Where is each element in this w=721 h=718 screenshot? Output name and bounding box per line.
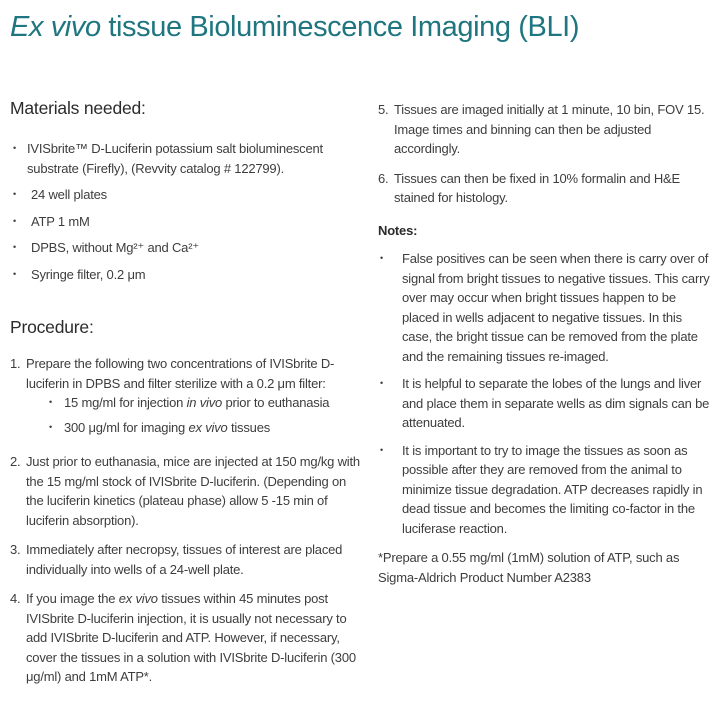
sub-bullet-text: 300 μg/ml for imaging ex vivo tissues <box>64 419 271 435</box>
sub-bullet-text: 15 mg/ml for injection in vivo prior to euthanasia <box>64 395 330 410</box>
notes-heading: Notes: <box>378 222 418 238</box>
bullet-icon: • <box>380 444 383 455</box>
procedure-list <box>10 354 360 687</box>
procedure-step-3 <box>10 540 360 579</box>
procedure-step-1 <box>10 354 360 442</box>
sub-bullet-item <box>26 393 360 413</box>
list-item <box>10 238 360 258</box>
list-item-text: Syringe filter, 0.2 μm <box>31 266 146 282</box>
bullet-icon: • <box>13 268 16 279</box>
note-text: It is helpful to separate the lobes of the lungs and liver and place them in separate wells as dim signals can be attenuated. <box>402 376 710 430</box>
procedure-step-4 <box>10 589 360 687</box>
title-italic-part: Ex vivo <box>10 11 101 43</box>
list-item <box>10 265 360 285</box>
note-item <box>378 374 713 433</box>
step-text: Tissues can then be fixed in 10% formalin and H&E stained for histology. <box>394 170 680 205</box>
list-item-text: IVISbrite™ D-Luciferin potassium salt bioluminescent substrate (Firefly), (Revvity catalog # 122799). <box>27 141 323 176</box>
step-number: 5. <box>378 102 389 117</box>
materials-heading: Materials needed: <box>10 98 146 118</box>
step-number: 1. <box>10 356 21 371</box>
note-item <box>378 249 713 366</box>
document-page <box>0 9 721 718</box>
list-item-text: DPBS, without Mg²⁺ and Ca²⁺ <box>31 240 199 255</box>
note-text: It is important to try to image the tissues as soon as possible after they are removed from the animal to minimize tissue degradation. ATP decreases rapidly in dead tissue and becomes the limiting co-factor in the luciferase reaction. <box>402 442 703 536</box>
list-item <box>10 185 360 205</box>
notes-list <box>378 249 713 538</box>
step-text-body: Prepare the following two concentrations of IVISbrite D-luciferin in DPBS and filter sterilize with a 0.2 μm filter: <box>26 356 335 391</box>
list-item-text: ATP 1 mM <box>31 213 90 229</box>
bullet-icon: • <box>13 189 16 199</box>
materials-list <box>10 139 360 284</box>
bullet-icon: • <box>380 253 383 263</box>
note-text: False positives can be seen when there is carry over of signal from bright tissues to negative tissues. This carry over may occur when bright tissues happen to be placed in wells adjacent to negative tissues. In this case, the bright tissue can be removed from the plate and the remaining tissues re-imaged. <box>402 251 710 364</box>
note-item <box>378 441 713 539</box>
list-item-text: 24 well plates <box>31 187 107 202</box>
bullet-icon: • <box>13 143 16 153</box>
procedure-step-5 <box>378 100 713 159</box>
sub-bullet-item <box>26 418 360 438</box>
procedure-step-6 <box>378 169 713 208</box>
list-item <box>10 139 360 178</box>
bullet-icon: • <box>49 397 52 407</box>
step-text: Tissues are imaged initially at 1 minute, 10 bin, FOV 15. Image times and binning can then be adjusted accordingly. <box>394 102 705 156</box>
step-number: 2. <box>10 454 21 469</box>
procedure-step-2 <box>10 452 360 530</box>
step-text: If you image the ex vivo tissues within 45 minutes post IVISbrite D-luciferin injection, it is usually not necessary to add IVISbrite D-luciferin and ATP. However, if necessary, cover the tissues in a solution with IVISbrite D-luciferin (300 μg/ml) and 1mM ATP*. <box>26 591 356 684</box>
step-text: Just prior to euthanasia, mice are injected at 150 mg/kg with the 15 mg/ml stock of IVISbrite D-luciferin. (Depending on the luciferin kinetics (plateau phase) allow 5 -15 min of luciferin absorption). <box>26 454 360 528</box>
atp-footnote: *Prepare a 0.55 mg/ml (1mM) solution of ATP, such as Sigma-Aldrich Product Number A2383 <box>378 550 680 585</box>
bullet-icon: • <box>13 242 16 252</box>
step-text: Immediately after necropsy, tissues of interest are placed individually into wells of a 24-well plate. <box>26 542 343 577</box>
step-text <box>26 354 360 442</box>
page-title <box>10 9 721 45</box>
two-column-body <box>10 97 713 687</box>
bullet-icon: • <box>49 421 52 432</box>
list-item <box>10 212 360 232</box>
title-rest-part: tissue Bioluminescence Imaging (BLI) <box>100 11 580 43</box>
bullet-icon: • <box>380 378 383 388</box>
step-number: 4. <box>10 591 21 606</box>
right-column <box>378 97 713 687</box>
sub-bullet-list <box>26 393 360 437</box>
bullet-icon: • <box>13 215 16 226</box>
procedure-heading: Procedure: <box>10 317 94 337</box>
left-column <box>10 97 360 687</box>
step-number: 6. <box>378 170 389 186</box>
step-number: 3. <box>10 542 21 557</box>
